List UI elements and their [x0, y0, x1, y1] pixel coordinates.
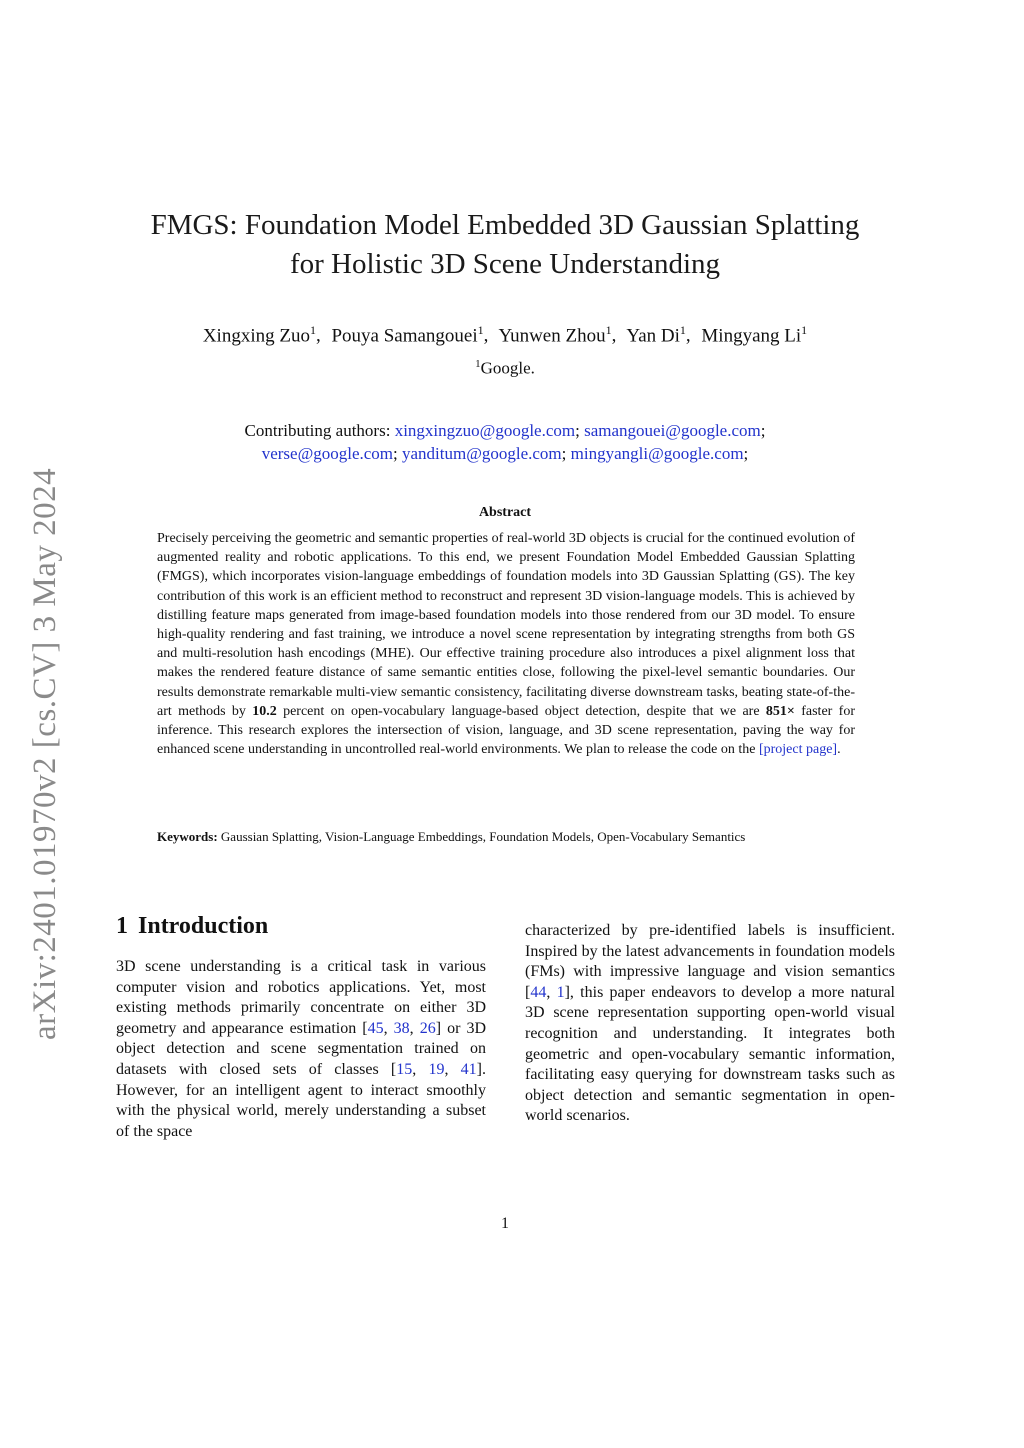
project-page-link[interactable]: [project page] — [758, 742, 838, 758]
keywords — [157, 828, 855, 845]
section-number: 1 — [116, 913, 128, 939]
affiliation-name: Google. — [480, 358, 535, 378]
abstract-part-1: Precisely perceiving the geometric and semantic properties of real-world 3D objects is crucial for the continued evolution of augmented reality and robotic applications. To this end, we present Foundation Model Embedded Gaussian Splatting (FMGS), which incorporates vision-language embeddings of foundation models into 3D Gaussian Splatting (GS). The key contribution of this work is an efficient method to reconstruct and represent 3D vision-language models. This is achieved by distilling feature maps generated from image-based foundation models into those rendered from our 3D model. To ensure high-quality rendering and fast training, we introduce a novel scene representation by integrating strengths from both GS and multi-resolution hash encodings (MHE). Our effective training procedure also introduces a pixel alignment loss that makes the rendered feature distance of same semantic entities close, following the pixel-level semantic boundaries. Our results demonstrate remarkable multi-view semantic consistency, facilitating diverse downstream tasks, beating state-of-the-art methods by — [157, 531, 855, 719]
author-name: Yunwen Zhou — [498, 325, 606, 347]
author-affiliation-mark: 1 — [605, 323, 612, 337]
intro-text: ]. However, for an intelligent agent to interact smoothly with the physical world, merely understanding a subset of the space — [116, 1060, 486, 1140]
author-list: Xingxing Zuo$^1$, Pouya Samangouei$^1$, Yunwen Zhou$^1$, Yan Di$^1$, Mingyang Li$^1$ — [202, 323, 808, 347]
abstract-end: . — [837, 742, 841, 758]
intro-text: ] or 3D object detection and scene segmentation trained on datasets with closed sets of classes [ — [116, 1019, 486, 1078]
intro-column-left: 3D scene understanding is a critical task in various computer vision and robotics applications. Yet, most existing methods primarily concentrate on either 3D geometry and appearance estimation [45, 38, 26] or 3D object detection and scene segmentation trained on datasets with closed sets of classes [15, 19, 41]. However, for an intelligent agent to interact smoothly with the physical world, merely understanding a subset of the space — [116, 958, 486, 1140]
abstract-highlight-speedup: 851× — [765, 703, 795, 719]
intro-text: characterized by pre-identified labels is insufficient. Inspired by the latest advancements in foundation models (FMs) with impressive language and vision semantics [ — [525, 922, 895, 1001]
title-line-2: for Holistic 3D Scene Understanding — [289, 248, 721, 280]
email-link[interactable]: samangouei@google.com — [584, 421, 761, 440]
abstract-highlight-percent: 10.2 — [252, 703, 277, 719]
section-title: Introduction — [138, 913, 269, 939]
email-link[interactable]: mingyangli@google.com — [570, 444, 744, 463]
author-affiliation-mark: 1 — [801, 323, 808, 337]
intro-column-right: characterized by pre-identified labels is insufficient. Inspired by the latest advancements in foundation models (FMs) with impressive language and vision semantics [44, 1], this paper endeavors to develop a more natural 3D scene representation supporting open-world visual recognition and understanding. It integrates both geometric and open-vocabulary semantic information, facilitating easy querying for downstream tasks such as object detection and semantic segmentation in open-world scenarios. — [525, 922, 896, 1125]
citation-link[interactable]: 19 — [428, 1060, 445, 1078]
author-name: Pouya Samangouei — [331, 325, 478, 347]
intro-text: 3D scene understanding is a critical task in various computer vision and robotics applications. Yet, most existing methods primarily concentrate on either 3D geometry and appearance estimation [ — [116, 958, 486, 1037]
email-link[interactable]: xingxingzuo@google.com — [394, 421, 576, 440]
author-name: Yan Di — [626, 325, 680, 347]
author-name: Mingyang Li — [701, 325, 802, 347]
email-link[interactable]: verse@google.com — [261, 444, 394, 463]
affiliation — [100, 352, 910, 381]
abstract-text — [157, 529, 855, 759]
abstract-heading: Abstract — [478, 505, 532, 520]
citation-link[interactable]: 38 — [393, 1019, 410, 1037]
citation-link[interactable]: 45 — [367, 1019, 384, 1037]
author-affiliation-mark: 1 — [679, 323, 686, 337]
page-number: 1 — [501, 1215, 509, 1232]
title-line-1: FMGS: Foundation Model Embedded 3D Gaussian Splatting — [150, 209, 860, 241]
email-link[interactable]: yanditum@google.com — [402, 444, 562, 463]
keywords-text: Gaussian Splatting, Vision-Language Embeddings, Foundation Models, Open-Vocabulary Semantics — [220, 829, 746, 844]
paper-title — [100, 206, 910, 284]
keywords-label: Keywords: — [157, 829, 218, 844]
affiliation-number: 1 — [475, 358, 481, 370]
citation-link[interactable]: 1 — [556, 983, 565, 1001]
arxiv-identifier: arXiv:2401.01970v2 [cs.CV] 3 May 2024 — [27, 467, 63, 1040]
section-heading — [116, 913, 268, 940]
citation-link[interactable]: 41 — [460, 1060, 477, 1078]
author-affiliation-mark: 1 — [309, 323, 316, 337]
contrib-label: Contributing authors: — [244, 421, 391, 440]
citation-link[interactable]: 44 — [530, 983, 547, 1001]
citation-link[interactable]: 26 — [419, 1019, 436, 1037]
abstract-part-2: percent on open-vocabulary language-based object detection, despite that we are — [283, 703, 760, 719]
author-affiliation-mark: 1 — [477, 323, 484, 337]
abstract-part-3: faster for inference. This research explores the intersection of vision, language, and 3D scene representation, paving the way for enhanced scene understanding in uncontrolled real-world environments. We plan to release the code on the — [157, 703, 855, 758]
contributing-authors: Contributing authors: xingxingzuo@google.com; samangouei@google.com; verse@google.com; yanditum@google.com; mingyangli@google.com; — [244, 421, 766, 463]
intro-text: ], this paper endeavors to develop a more natural 3D scene representation supporting open-world visual recognition and understanding. It integrates both geometric and open-vocabulary semantic information, facilitating easy querying for downstream tasks such as object detection and semantic segmentation in open-world scenarios. — [525, 983, 896, 1125]
citation-link[interactable]: 15 — [396, 1060, 413, 1078]
author-name: Xingxing Zuo — [202, 325, 310, 347]
